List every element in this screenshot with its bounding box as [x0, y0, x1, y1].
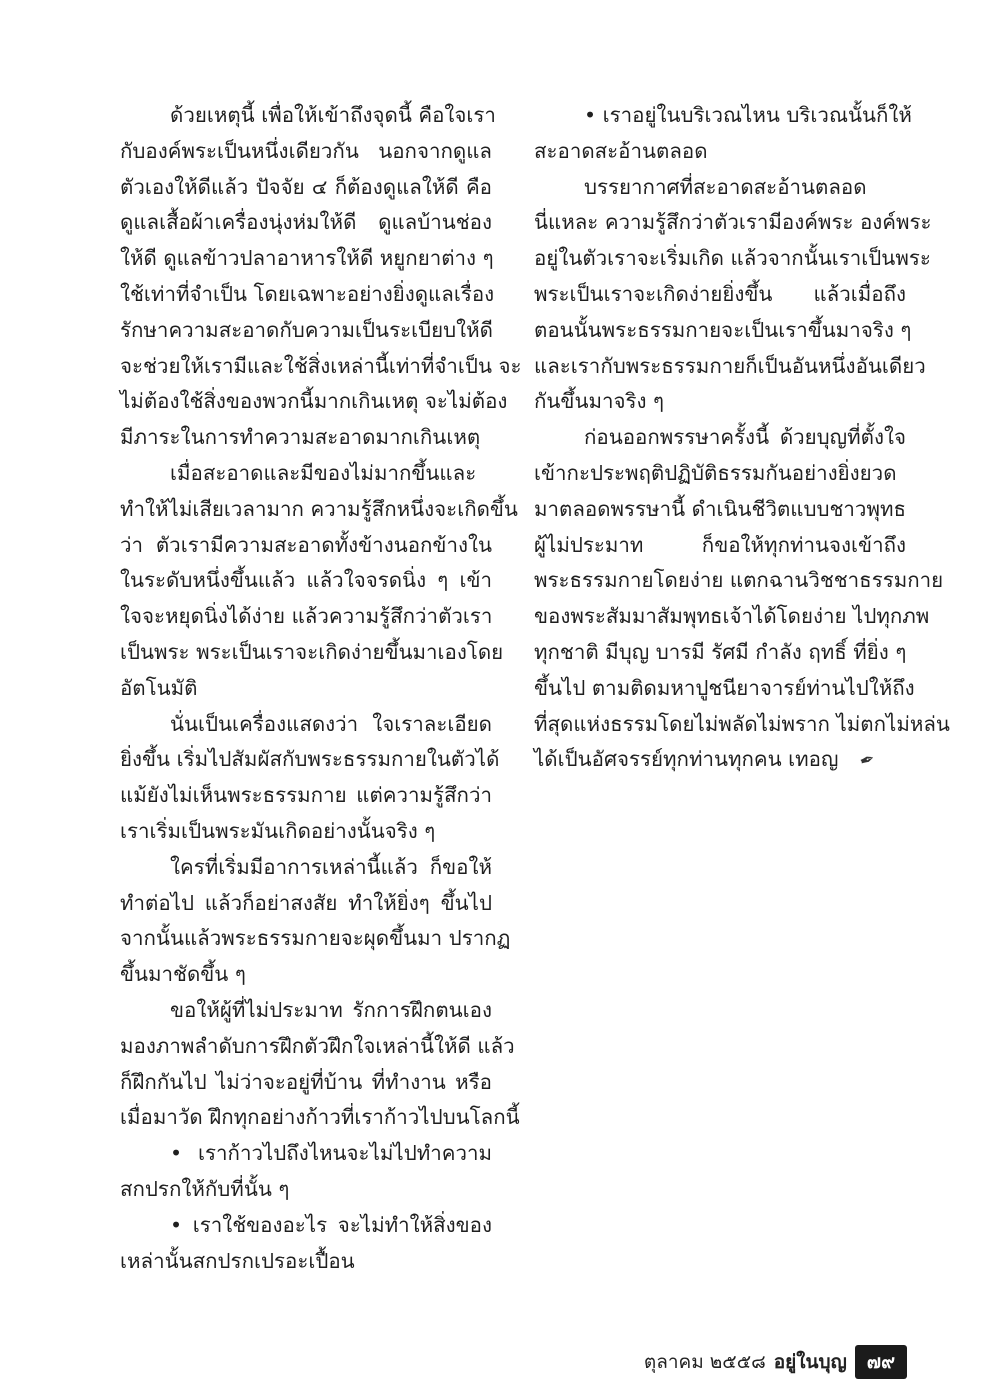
text-line: ใช้เท่าที่จำเป็น โดยเฉพาะอย่างยิ่งดูแลเรื่อง — [120, 281, 495, 306]
text-line: พระเป็นเราจะเกิดง่ายยิ่งขึ้น แล้วเมื่อถึง — [534, 281, 906, 306]
text-line: มาตลอดพรรษานี้ ดำเนินชีวิตแบบชาวพุทธ — [534, 496, 906, 521]
text-line: รักษาความสะอาดกับความเป็นระเบียบให้ดี — [120, 317, 493, 342]
text-line: จะช่วยให้เรามีและใช้สิ่งเหล่านี้เท่าที่จำเป็น จะ — [120, 353, 522, 378]
text-line: สะอาดสะอ้านตลอด — [534, 138, 708, 163]
page-number: ๗๙ — [855, 1345, 907, 1379]
text-line: ใจจะหยุดนิ่งได้ง่าย แล้วความรู้สึกว่าตัวเรา — [120, 604, 493, 629]
text-line: เราเริ่มเป็นพระมันเกิดอย่างนั้นจริง ๆ — [120, 818, 436, 843]
text-line: ขอให้ผู้ที่ไม่ประมาท รักการฝึกตนเอง — [170, 997, 492, 1022]
text-line: นี่แหละ ความรู้สึกว่าตัวเรามีองค์พระ องค์พระ — [534, 210, 932, 235]
text-line: ตัวเองให้ดีแล้ว ปัจจัย ๔ ก็ต้องดูแลให้ดี คือ — [120, 174, 492, 199]
text-line: ที่สุดแห่งธรรมโดยไม่พลัดไม่พราก ไม่ตกไม่หล่น — [534, 711, 950, 736]
text-line: ในระดับหนึ่งขึ้นแล้ว แล้วใจจรดนิ่ง ๆ เข้า — [120, 568, 492, 593]
text-line: ขึ้นมาชัดขึ้น ๆ — [120, 962, 246, 987]
text-line: ดูแลเสื้อผ้าเครื่องนุ่งห่มให้ดี ดูแลบ้านช่อง — [120, 210, 492, 235]
text-line: เหล่านั้นสกปรกเปรอะเปื้อน — [120, 1248, 355, 1273]
text-line: แม้ยังไม่เห็นพระธรรมกาย แต่ความรู้สึกว่า — [120, 783, 492, 808]
text-line: และเรากับพระธรรมกายก็เป็นอันหนึ่งอันเดียว — [534, 353, 926, 378]
text-line: อัตโนมัติ — [120, 675, 198, 700]
text-line: ก็ฝึกกันไป ไม่ว่าจะอยู่ที่บ้าน ที่ทำงาน หรือ — [120, 1069, 492, 1094]
text-line: ให้ดี ดูแลข้าวปลาอาหารให้ดี หยูกยาต่าง ๆ — [120, 246, 494, 271]
page-footer — [644, 1345, 907, 1379]
text-line: ก่อนออกพรรษาครั้งนี้ ด้วยบุญที่ตั้งใจ — [584, 425, 906, 450]
text-line: บรรยากาศที่สะอาดสะอ้านตลอด — [584, 174, 867, 199]
text-line: ด้วยเหตุนี้ เพื่อให้เข้าถึงจุดนี้ คือใจเรา — [170, 103, 496, 127]
text-line: ทุกชาติ มีบุญ บารมี รัศมี กำลัง ฤทธิ์ ที่ยิ่ง ๆ — [534, 639, 907, 664]
text-line: ผู้ไม่ประมาท ก็ขอให้ทุกท่านจงเข้าถึง — [534, 532, 906, 557]
text-line: ทำต่อไป แล้วก็อย่าสงสัย ทำให้ยิ่งๆ ขึ้นไป — [120, 890, 492, 915]
text-line: ได้เป็นอัศจรรย์ทุกท่านทุกคน เทอญ ✒ — [534, 742, 906, 778]
right-text-column — [534, 98, 950, 778]
text-line: กันขึ้นมาจริง ๆ — [534, 389, 665, 414]
text-line: ว่า ตัวเรามีความสะอาดทั้งข้างนอกข้างใน — [120, 532, 492, 557]
magazine-title: อยู่ในบุญ — [773, 1351, 847, 1373]
text-line: เมื่อมาวัด ฝึกทุกอย่างก้าวที่เราก้าวไปบนโลกนี้ — [120, 1105, 520, 1130]
text-line: ทำให้ไม่เสียเวลามาก ความรู้สึกหนึ่งจะเกิดขึ้น — [120, 496, 518, 521]
left-text-column — [120, 98, 522, 1279]
text-line: อยู่ในตัวเราจะเริ่มเกิด แล้วจากนั้นเราเป็นพระ — [534, 246, 931, 271]
text-line: • เราใช้ของอะไร จะไม่ทำให้สิ่งของ — [170, 1212, 492, 1237]
text-line: กับองค์พระเป็นหนึ่งเดียวกัน นอกจากดูแล — [120, 138, 492, 163]
text-line: จากนั้นแล้วพระธรรมกายจะผุดขึ้นมา ปรากฏ — [120, 926, 511, 951]
text-line: • เราก้าวไปถึงไหนจะไม่ไปทำความ — [170, 1141, 492, 1166]
text-line: เข้ากะประพฤติปฏิบัติธรรมกันอย่างยิ่งยวด — [534, 460, 897, 485]
text-line: ไม่ต้องใช้สิ่งของพวกนี้มากเกินเหตุ จะไม่ต้อง — [120, 389, 508, 414]
text-line: • เราอยู่ในบริเวณไหน บริเวณนั้นก็ให้ — [584, 103, 912, 127]
text-line: พระธรรมกายโดยง่าย แตกฉานวิชชาธรรมกาย — [534, 568, 944, 593]
quill-end-mark-icon: ✒ — [857, 748, 879, 774]
text-line: มองภาพลำดับการฝึกตัวฝึกใจเหล่านี้ให้ดี แล้ว — [120, 1033, 515, 1058]
text-line: เมื่อสะอาดและมีของไม่มากขึ้นและ — [170, 460, 477, 485]
text-line: ตอนนั้นพระธรรมกายจะเป็นเราขึ้นมาจริง ๆ — [534, 317, 912, 342]
text-line: สกปรกให้กับที่นั้น ๆ — [120, 1176, 290, 1201]
text-line: ใครที่เริ่มมีอาการเหล่านี้แล้ว ก็ขอให้ — [170, 854, 492, 879]
text-line: เป็นพระ พระเป็นเราจะเกิดง่ายขึ้นมาเองโดย — [120, 639, 504, 664]
text-line: ขึ้นไป ตามติดมหาปูชนียาจารย์ท่านไปให้ถึง — [534, 675, 915, 700]
text-line: ยิ่งขึ้น เริ่มไปสัมผัสกับพระธรรมกายในตัวได้ — [120, 747, 500, 772]
text-line: มีภาระในการทำความสะอาดมากเกินเหตุ — [120, 425, 481, 450]
text-line: นั่นเป็นเครื่องแสดงว่า ใจเราละเอียด — [170, 711, 492, 736]
text-line: ของพระสัมมาสัมพุทธเจ้าได้โดยง่าย ไปทุกภพ — [534, 604, 930, 629]
issue-date: ตุลาคม ๒๕๕๘ — [643, 1351, 766, 1373]
